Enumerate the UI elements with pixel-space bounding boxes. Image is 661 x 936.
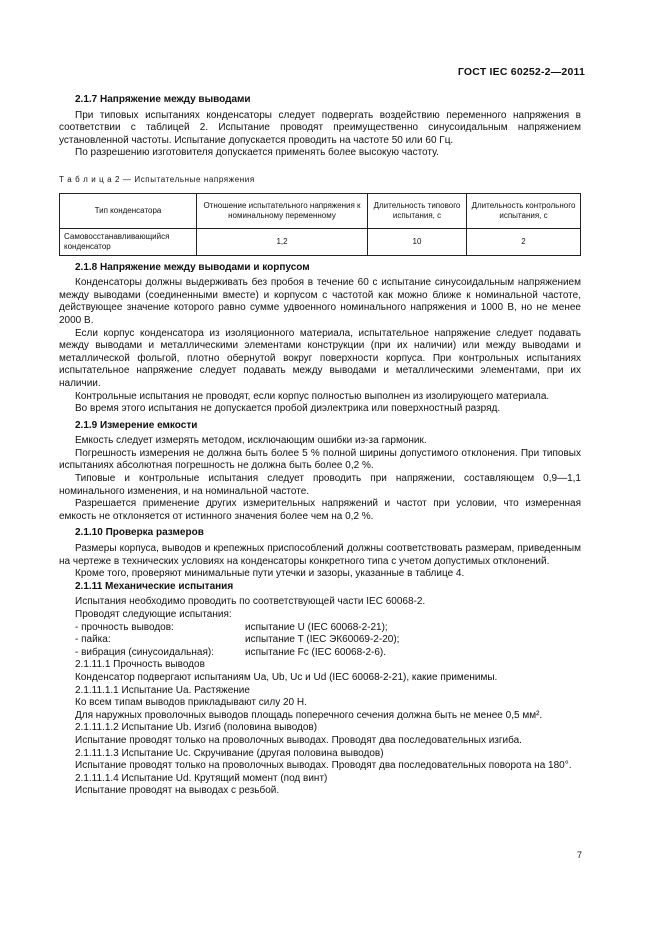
- text-line: Ко всем типам выводов прикладывают силу 20 Н.: [75, 697, 307, 709]
- list-item-name: - вибрация (синусоидальная):: [75, 646, 214, 658]
- page-content: [59, 90, 581, 798]
- paragraph: Во время этого испытания не допускается пробой диэлектрика или поверхностный разряд.: [75, 403, 501, 415]
- list-item-test: испытание U (IEC 60068-2-21);: [245, 621, 388, 633]
- list-item: [75, 647, 581, 660]
- list-item-test: испытание T (IEC ЭК60069-2-20);: [245, 634, 400, 646]
- table-cell: 1,2: [197, 228, 368, 255]
- section-2-1-8-title: 2.1.8 Напряжение между выводами и корпусом: [75, 261, 310, 273]
- table-header-cell: Длительность контрольного испытания, с: [467, 193, 581, 228]
- text-line: Испытание проводят на выводах с резьбой.: [75, 785, 280, 797]
- table-header-row: [60, 193, 581, 228]
- subsection-title: 2.1.11.1.1 Испытание Ua. Растяжение: [75, 684, 250, 696]
- subsection-title: 2.1.11.1 Прочность выводов: [75, 659, 205, 671]
- text-line: Для наружных проволочных выводов площадь поперечного сечения должна быть не менее 0,5 мм².: [75, 709, 543, 721]
- paragraph: Размеры корпуса, выводов и крепежных приспособлений должны соответствовать размерам, приведенным на чертеже в технических условиях на конденсаторы конкретного типа с учетом допустимых отклонений.: [59, 543, 581, 567]
- page-number: 7: [576, 850, 582, 860]
- table-cell: 10: [368, 228, 467, 255]
- paragraph: Типовые и контрольные испытания следует проводить при напряжении, составляющем 0,9—1,1 номинального изменения, и на номинальной частоте.: [59, 473, 581, 497]
- paragraph: При типовых испытаниях конденсаторы следует подвергать воздействию переменного напряжения в соответствии с таблицей 2. Испытание проводят преимущественно синусоидальным напряжением установленной частоты. Испытание допускается проводить на частоте 50 или 60 Гц.: [59, 109, 581, 146]
- table-header-cell: Отношение испытательного напряжения к номинальному переменному: [197, 193, 368, 228]
- subsection-title: 2.1.11.1.2 Испытание Ub. Изгиб (половина выводов): [75, 722, 318, 734]
- text-line: Испытания необходимо проводить по соответствующей части IEC 60068-2.: [75, 596, 426, 608]
- paragraph: Погрешность измерения не должна быть более 5 % полной ширины допустимого отклонения. При типовых испытаниях абсолютная погрешность не должна быть более 0,2 %.: [59, 447, 581, 472]
- paragraph: Испытание проводят только на проволочных выводах. Проводят два последовательных поворота на 180°.: [75, 760, 572, 772]
- paragraph: По разрешению изготовителя допускается применять более высокую частоту.: [75, 147, 439, 159]
- section-2-1-9-title: 2.1.9 Измерение емкости: [75, 419, 198, 431]
- section-2-1-7-title: 2.1.7 Напряжение между выводами: [75, 94, 251, 105]
- table-row: [60, 228, 581, 255]
- list-item: [75, 634, 581, 647]
- table-cell: Самовосстанавливающийся конденсатор: [60, 228, 197, 255]
- standard-header: ГОСТ IEC 60252-2—2011: [457, 66, 585, 78]
- paragraph: Конденсаторы должны выдерживать без пробоя в течение 60 с испытание синусоидальным напряжением между выводами (соединенными вместе) и корпусом с частотой как можно ближе к номинальной частоте, действующее значение которого равно сумме удвоенного номинального напряжения и 1000 В, но не менее 2000 В.: [59, 277, 581, 326]
- table-2: [59, 193, 581, 256]
- paragraph: Контрольные испытания не проводят, если корпус полностью выполнен из изолирующего материала.: [75, 390, 550, 402]
- list-item-test: испытание Fc (IEC 60068-2-6).: [245, 646, 387, 658]
- subsection-title: 2.1.11.1.3 Испытание Uc. Скручивание (другая половина выводов): [75, 747, 384, 759]
- table-2-caption: Т а б л и ц а 2 — Испытательные напряжения: [59, 174, 255, 184]
- text-line: Проводят следующие испытания:: [75, 609, 232, 620]
- text-line: Конденсатор подвергают испытаниям Ua, Ub, Uc и Ud (IEC 60068-2-21), какие применимы.: [75, 671, 498, 683]
- section-2-1-11-title: 2.1.11 Механические испытания: [75, 580, 234, 592]
- table-header-cell: Тип конденсатора: [60, 193, 197, 228]
- paragraph: Емкость следует измерять методом, исключающим ошибки из-за гармоник.: [75, 435, 427, 447]
- text-line: Испытание проводят только на проволочных выводах. Проводят два последовательных изгиба.: [75, 734, 522, 746]
- table-header-cell: Длительность типового испытания, с: [368, 193, 467, 228]
- paragraph: Если корпус конденсатора из изоляционного материала, испытательное напряжение следует подавать между выводами и металлическими элементами конструкции (при их наличии) или между выводами и металлической фольгой, плотно обернутой вокруг поверхности корпуса. При контрольных испытаниях испытательное напряжение следует подавать между выводами и металлическими элементами, при их наличии.: [59, 327, 581, 389]
- paragraph: Кроме того, проверяют минимальные пути утечки и зазоры, указанные в таблице 4.: [75, 568, 465, 580]
- list-item-name: - прочность выводов:: [75, 621, 174, 633]
- list-item: [75, 622, 581, 635]
- table-cell: 2: [467, 228, 581, 255]
- list-item-name: - пайка:: [75, 634, 111, 646]
- section-2-1-10-title: 2.1.10 Проверка размеров: [75, 527, 204, 539]
- subsection-title: 2.1.11.1.4 Испытание Ud. Крутящий момент (под винт): [75, 772, 328, 784]
- paragraph: Разрешается применение других измерительных напряжений и частот при условии, что измеренная емкость не отклоняется от истинного значения более чем на 0,2 %.: [59, 498, 581, 522]
